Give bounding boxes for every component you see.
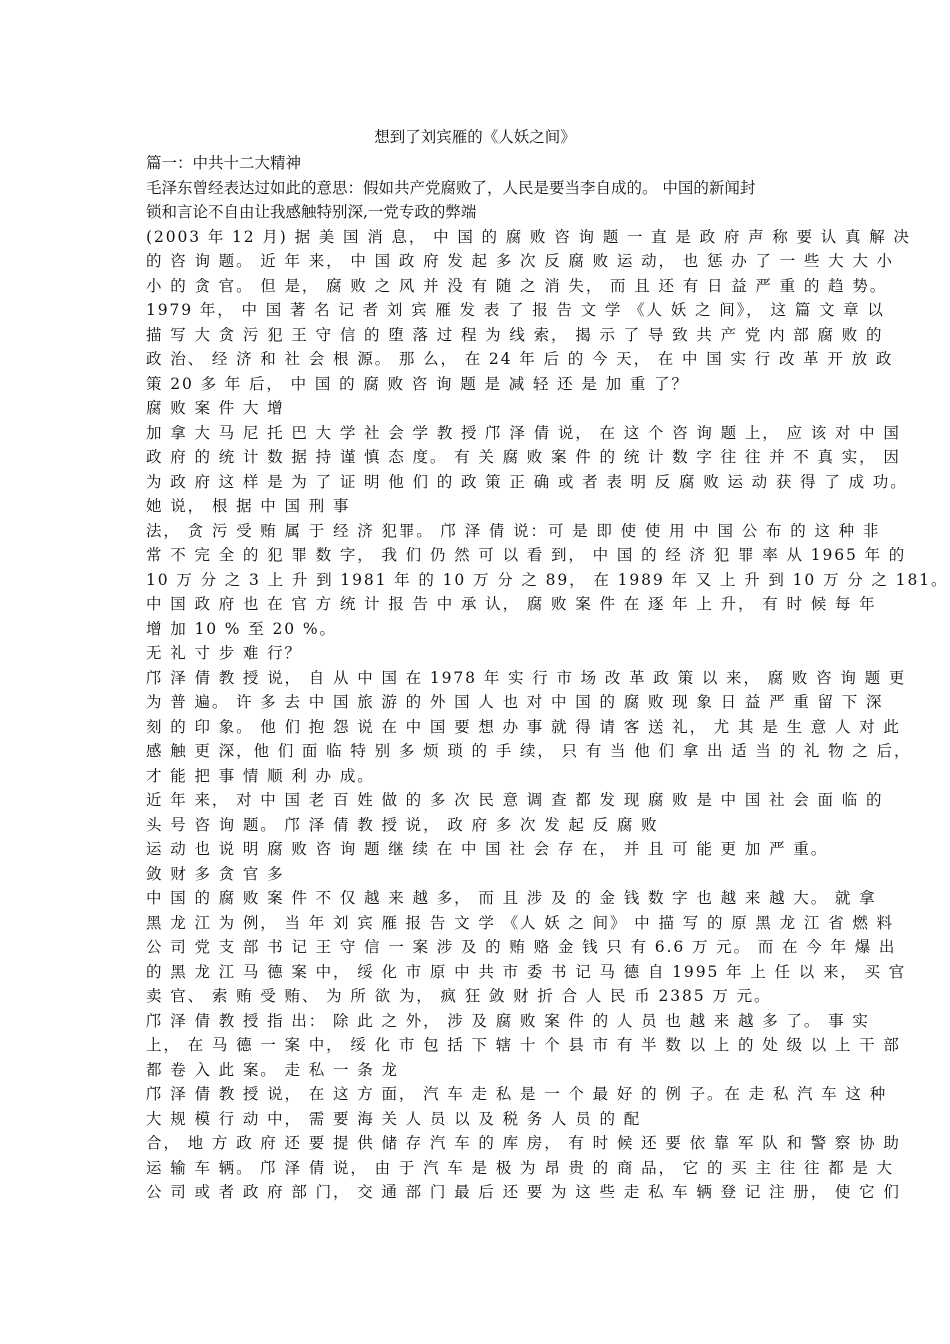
text-line: 的 咨 询 题。 近 年 来， 中 国 政 府 发 起 多 次 反 腐 败 运 动， 也 惩 办 了 一 些 大 大 小 (146, 252, 894, 270)
text-line: 增 加 10 % 至 20 %。 (146, 619, 337, 638)
text-line: 合， 地 方 政 府 还 要 提 供 储 存 汽 车 的 库 房， 有 时 候 还 要 依 靠 军 队 和 警 察 协 助 (146, 1134, 901, 1152)
text-line: 毛泽东曾经表达过如此的意思：假如共产党腐败了，人民是要当李自成的。 中国的新闻封 (146, 178, 756, 197)
text-line: 法， 贪 污 受 贿 属 于 经 济 犯罪。 邝 泽 倩 说：可 是 即 使 使 用 中 国 公 布 的 这 种 非 (146, 521, 881, 540)
text-line: 描 写 大 贪 污 犯 王 守 信 的 堕 落 过 程 为 线 索， 揭 示 了 导 致 共 产 党 内 部 腐 败 的 (146, 325, 884, 344)
text-line: 卖 官、 索 贿 受 贿、 为 所 欲 为， 疯 狂 敛 财 折 合 人 民 币 2385 万 元。 (146, 987, 772, 1005)
text-line: 邝 泽 倩 教 授 说， 在 这 方 面， 汽 车 走 私 是 一 个 最 好 的 例 子。在 走 私 汽 车 这 种 (146, 1085, 888, 1103)
text-line: 她 说， 根 据 中 国 刑 事 (146, 497, 351, 515)
text-line: 无 礼 寸 步 难 行？ (146, 644, 302, 662)
text-line: 邝 泽 倩 教 授 指 出： 除 此 之 外， 涉 及 腐 败 案 件 的 人 员 也 越 来 越 多 了。 事 实 (146, 1011, 870, 1030)
text-line: (2003 年 12 月) 据 美 国 消 息， 中 国 的 腐 败 咨 询 题 一 直 是 政 府 声 称 要 认 真 解 决 (146, 227, 911, 246)
text-line: 上， 在 马 德 一 案 中， 绥 化 市 包 括 下 辖 十 个 县 市 有 半 数 以 上 的 处 级 以 上 干 部 (146, 1036, 901, 1054)
text-line: 为 普 遍。 许 多 去 中 国 旅 游 的 外 国 人 也 对 中 国 的 腐 败 现 象 日 益 严 重 留 下 深 (146, 693, 884, 711)
text-line: 敛 财 多 贪 官 多 (146, 864, 285, 883)
document-body (146, 151, 949, 1205)
text-line: 刻 的 印 象。 他 们 抱 怨 说 在 中 国 要 想 办 事 就 得 请 客 送 礼， 尤 其 是 生 意 人 对 此 (146, 717, 901, 736)
text-line: 的 黑 龙 江 马 德 案 中， 绥 化 市 原 中 共 市 委 书 记 马 德 自 1995 年 上 任 以 来， 买 官 (146, 962, 907, 981)
text-line: 1979 年， 中 国 著 名 记 者 刘 宾 雁 发 表 了 报 告 文 学 《人 妖 之 间》， 这 篇 文 章 以 (146, 301, 885, 319)
text-line: 政 治、 经 济 和 社 会 根 源。 那 么， 在 24 年 后 的 今 天， 在 中 国 实 行 改 革 开 放 政 (146, 350, 894, 368)
text-line: 中 国 的 腐 败 案 件 不 仅 越 来 越 多， 而 且 涉 及 的 金 钱 数 字 也 越 来 越 大。 就 拿 (146, 889, 877, 907)
text-line: 都 卷 入 此 案。 走 私 一 条 龙 (146, 1060, 399, 1079)
text-line: 公 司 党 支 部 书 记 王 守 信 一 案 涉 及 的 贿 赂 金 钱 只 有 6.6 万 元。 而 在 今 年 爆 出 (146, 938, 897, 956)
text-line: 公 司 或 者 政 府 部 门， 交 通 部 门 最 后 还 要 为 这 些 走 私 车 辆 登 记 注 册， 使 它 们 (146, 1183, 901, 1201)
text-line: 感 触 更 深，他 们 面 临 特 别 多 烦 琐 的 手 续， 只 有 当 他 们 拿 出 适 当 的 礼 物 之 后， (146, 742, 912, 760)
text-line: 头 号 咨 询 题。 邝 泽 倩 教 授 说， 政 府 多 次 发 起 反 腐 败 (146, 815, 659, 834)
document-title: 想到了刘宾雁的《人妖之间》 (374, 128, 576, 146)
text-line: 常 不 完 全 的 犯 罪 数 字， 我 们 仍 然 可 以 看 到， 中 国 的 经 济 犯 罪 率 从 1965 年 的 (146, 546, 907, 564)
text-line: 中 国 政 府 也 在 官 方 统 计 报 告 中 承 认， 腐 败 案 件 在 逐 年 上 升， 有 时 候 每 年 (146, 595, 877, 613)
text-line: 政 府 的 统 计 数 据 持 谨 慎 态 度。 有 关 腐 败 案 件 的 统 计 数 字 往 往 并 不 真 实， 因 (146, 448, 901, 466)
text-line: 运 动 也 说 明 腐 败 咨 询 题 继 续 在 中 国 社 会 存 在， 并 且 可 能 更 加 严 重。 (146, 840, 829, 858)
text-line: 策 20 多 年 后， 中 国 的 腐 败 咨 询 题 是 减 轻 还 是 加 重 了？ (146, 374, 689, 393)
text-line: 腐 败 案 件 大 增 (146, 399, 285, 417)
text-line: 小 的 贪 官。 但 是， 腐 败 之 风 并 没 有 随 之 消 失， 而 且 还 有 日 益 严 重 的 趋 势。 (146, 276, 888, 295)
text-line: 大 规 模 行 动 中， 需 要 海 关 人 员 以 及 税 务 人 员 的 配 (146, 1109, 642, 1128)
text-line: 邝 泽 倩 教 授 说， 自 从 中 国 在 1978 年 实 行 市 场 改 革 政 策 以 来， 腐 败 咨 询 题 更 (146, 668, 907, 687)
text-line: 运 输 车 辆。 邝 泽 倩 说， 由 于 汽 车 是 极 为 昂 贵 的 商 品， 它 的 买 主 往 往 都 是 大 (146, 1158, 894, 1177)
text-line: 才 能 把 事 情 顺 利 办 成。 (146, 766, 375, 785)
text-line: 为 政 府 这 样 是 为 了 证 明 他 们 的 政 策 正 确 或 者 表 明 反 腐 败 运 动 获 得 了 成 功。 (146, 472, 908, 491)
text-line: 近 年 来， 对 中 国 老 百 姓 做 的 多 次 民 意 调 查 都 发 现 腐 败 是 中 国 社 会 面 临 的 (146, 791, 884, 809)
text-line: 篇一：中共十二大精神 (146, 154, 302, 172)
text-line: 10 万 分 之 3 上 升 到 1981 年 的 10 万 分 之 89， 在 1989 年 又 上 升 到 10 万 分 之 181。 (146, 570, 949, 589)
text-line: 锁和言论不自由让我感触特别深,一党专政的弊端 (146, 203, 477, 221)
text-line: 黑 龙 江 为 例， 当 年 刘 宾 雁 报 告 文 学 《人 妖 之 间》 中 描 写 的 原 黑 龙 江 省 燃 料 (146, 913, 894, 932)
text-line: 加 拿 大 马 尼 托 巴 大 学 社 会 学 教 授 邝 泽 倩 说， 在 这 个 咨 询 题 上， 应 该 对 中 国 (146, 423, 901, 442)
